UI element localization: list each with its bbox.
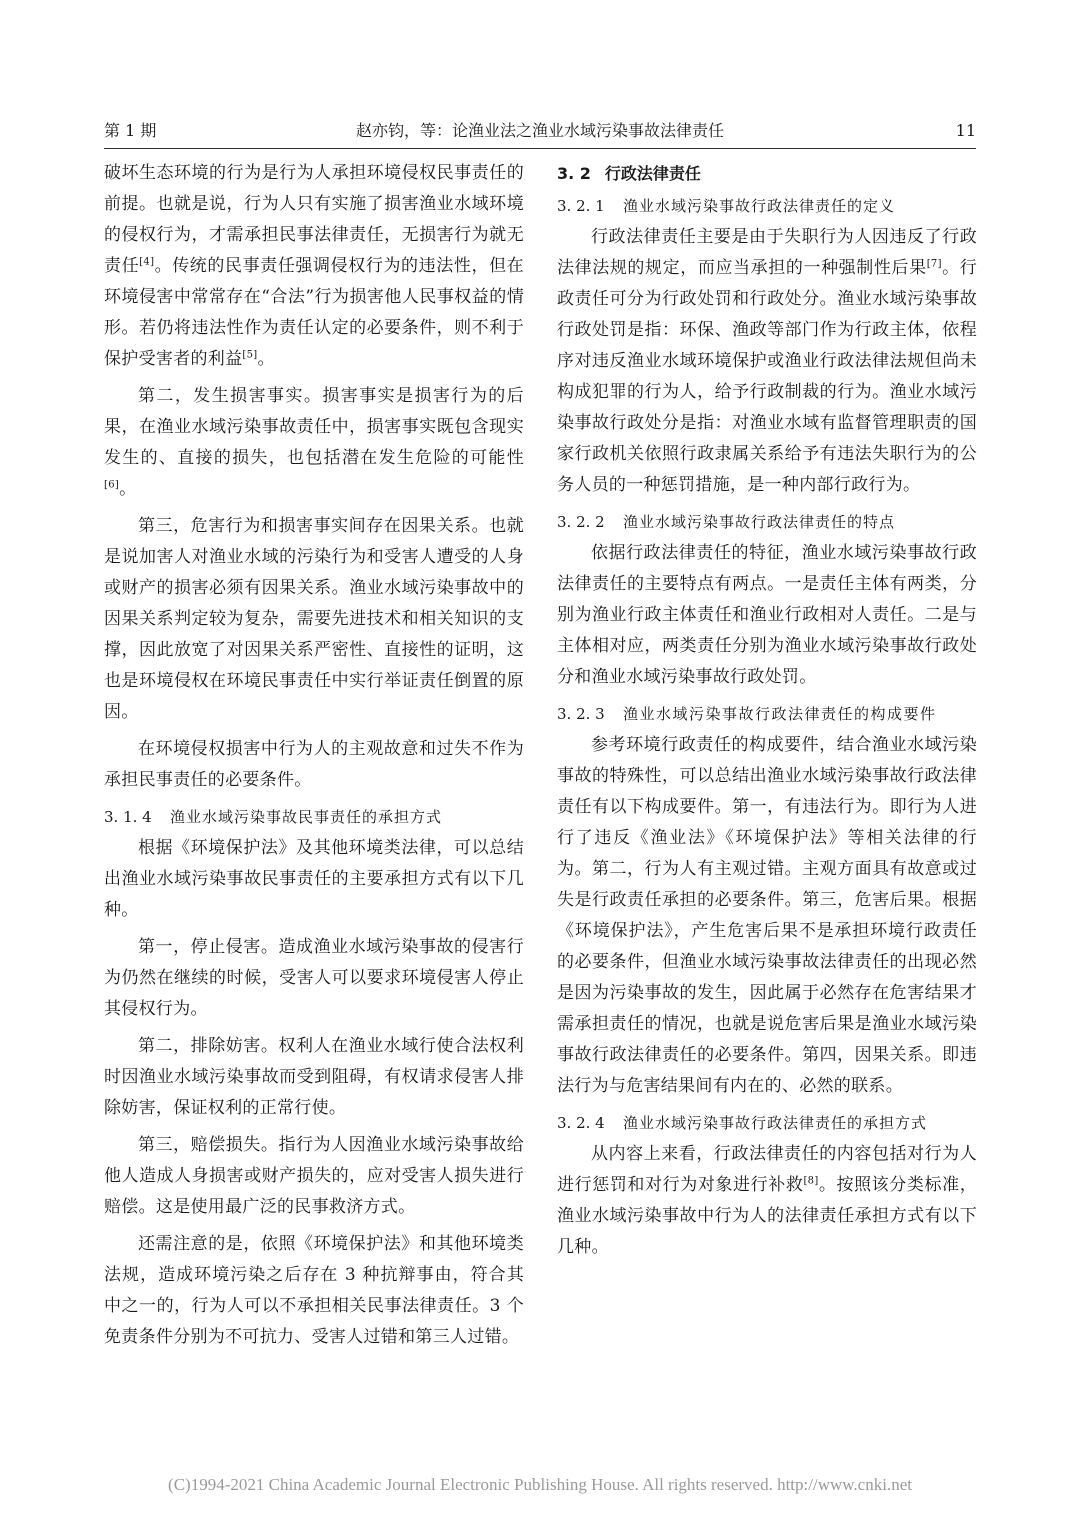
- citation-ref[interactable]: [4]: [139, 256, 155, 268]
- subsection-heading-3-2-3: 3. 2. 3 渔业水域污染事故行政法律责任的构成要件: [557, 705, 937, 723]
- issue-label: 第 1 期: [104, 121, 157, 140]
- paragraph: 第三，赔偿损失。指行为人因渔业水域污染事故给他人造成人身损害或财产损失的，应对受害人损失进行赔偿。这是使用最广泛的民事救济方式。: [104, 1135, 524, 1217]
- paragraph: 依据行政法律责任的特征，渔业水域污染事故行政法律责任的主要特点有两点。一是责任主体有两类，分别为渔业行政主体责任和渔业行政相对人责任。二是与主体相对应，两类责任分别为渔业水域污染事故行政处分和渔业水域污染事故行政处罚。: [557, 543, 977, 687]
- running-title: 赵亦钧，等：论渔业法之渔业水域污染事故法律责任: [355, 121, 724, 140]
- paragraph: 还需注意的是，依照《环境保护法》和其他环境类法规，造成环境污染之后存在 3 种抗辩事由，符合其中之一的，行为人可以不承担相关民事法律责任。3 个免责条件分别为不可抗力、受害人过错和第三人过错。: [104, 1234, 524, 1347]
- citation-ref[interactable]: [6]: [104, 479, 120, 491]
- citation-ref[interactable]: [7]: [926, 258, 942, 270]
- paragraph: 第一，停止侵害。造成渔业水域污染事故的侵害行为仍然在继续的时候，受害人可以要求环境侵害人停止其侵权行为。: [104, 937, 524, 1019]
- subsection-heading-3-1-4: 3. 1. 4 渔业水域污染事故民事责任的承担方式: [104, 808, 443, 826]
- right-column: [557, 158, 977, 1269]
- paragraph: 行政法律责任主要是由于失职行为人因违反了行政法律法规的规定，而应当承担的一种强制性后果[7]。行政责任可分为行政处罚和行政处分。渔业水域污染事故行政处罚是指：环保、渔政等部门作为行政主体，依程序对违反渔业水域环境保护或渔业行政法律法规但尚未构成犯罪的行为人，给予行政制裁的行为。渔业水域污染事故行政处分是指：对渔业水域有监督管理职责的国家行政机关依照行政隶属关系给予有违法失职行为的公务人员的一种惩罚措施，是一种内部行政行为。: [557, 227, 977, 495]
- paragraph: 从内容上来看，行政法律责任的内容包括对行为人进行惩罚和对行为对象进行补救[8]。按照该分类标准，渔业水域污染事故中行为人的法律责任承担方式有以下几种。: [557, 1144, 978, 1257]
- subsection-heading-3-2-1: 3. 2. 1 渔业水域污染事故行政法律责任的定义: [557, 197, 896, 215]
- paragraph: 破坏生态环境的行为是行为人承担环境侵权民事责任的前提。也就是说，行为人只有实施了损害渔业水域环境的侵权行为，才需承担民事法律责任，无损害行为就无责任[4]。传统的民事责任强调侵权行为的违法性，但在环境侵害中常常存在“合法”行为损害他人民事权益的情形。若仍将违法性作为责任认定的必要条件，则不利于保护受害者的利益[5]。: [104, 163, 524, 369]
- paragraph: 第二，排除妨害。权利人在渔业水域行使合法权利时因渔业水域污染事故而受到阻碍，有权请求侵害人排除妨害，保证权利的正常行使。: [104, 1036, 524, 1118]
- citation-ref[interactable]: [5]: [242, 349, 258, 361]
- paragraph: 在环境侵权损害中行为人的主观故意和过失不作为承担民事责任的必要条件。: [104, 739, 524, 790]
- subsection-heading-3-2-4: 3. 2. 4 渔业水域污染事故行政法律责任的承担方式: [557, 1114, 928, 1132]
- left-column: [104, 158, 524, 1359]
- copyright-footer: (C)1994-2021 China Academic Journal Electronic Publishing House. All rights reserved. http://www.cnki.net: [168, 1475, 912, 1494]
- citation-ref[interactable]: [8]: [803, 1175, 819, 1187]
- running-header: [104, 118, 976, 149]
- paragraph: 根据《环境保护法》及其他环境类法律，可以总结出渔业水域污染事故民事责任的主要承担方式有以下几种。: [104, 838, 524, 920]
- subsection-heading-3-2-2: 3. 2. 2 渔业水域污染事故行政法律责任的特点: [557, 513, 896, 531]
- paragraph: 第二，发生损害事实。损害事实是损害行为的后果，在渔业水域污染事故责任中，损害事实既包含现实发生的、直接的损失，也包括潜在发生危险的可能性[6]。: [104, 386, 524, 499]
- paragraph: 第三，危害行为和损害事实间存在因果关系。也就是说加害人对渔业水域的污染行为和受害人遭受的人身或财产的损害必须有因果关系。渔业水域污染事故中的因果关系判定较为复杂，需要先进技术和相关知识的支撑，因此放宽了对因果关系严密性、直接性的证明，这也是环境侵权在环境民事责任中实行举证责任倒置的原因。: [104, 516, 524, 722]
- paragraph: 参考环境行政责任的构成要件，结合渔业水域污染事故的特殊性，可以总结出渔业水域污染事故行政法律责任有以下构成要件。第一，有违法行为。即行为人进行了违反《渔业法》《环境保护法》等相关法律的行为。第二，行为人有主观过错。主观方面具有故意或过失是行政责任承担的必要条件。第三，危害后果。根据《环境保护法》，产生危害后果不是承担环境行政责任的必要条件，但渔业水域污染事故法律责任的出现必然是因为污染事故的发生，因此属于必然存在危害结果才需承担责任的情况，也就是说危害后果是渔业水域污染事故行政法律责任的必要条件。第四，因果关系。即违法行为与危害结果间有内在的、必然的联系。: [557, 735, 977, 1096]
- page-number: 11: [955, 121, 976, 140]
- section-heading-3-2: 3. 2 行政法律责任: [557, 164, 701, 183]
